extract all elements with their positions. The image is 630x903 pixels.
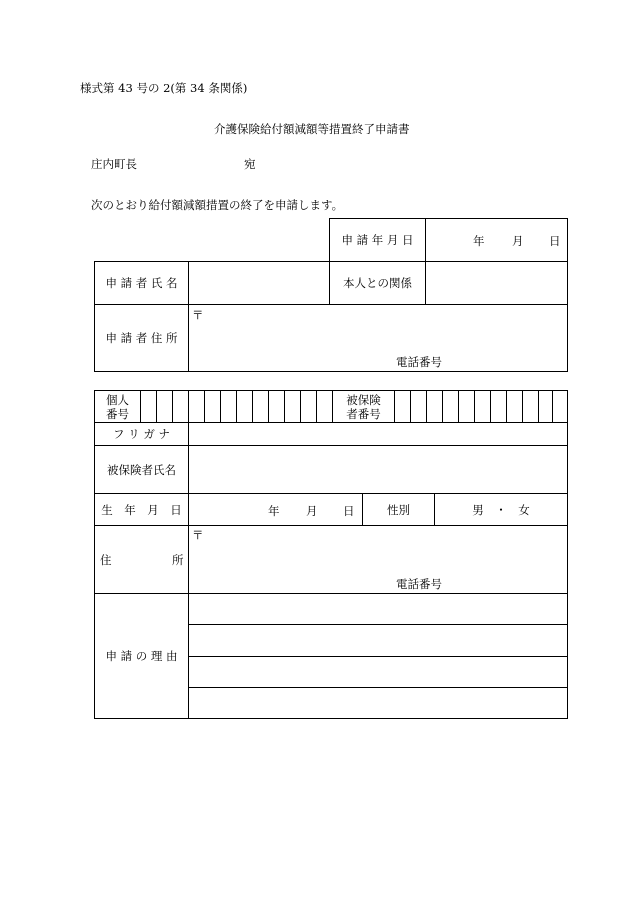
form-title: 介護保険給付額減額等措置終了申請書 — [214, 122, 410, 136]
insured-address-label-2: 所 — [172, 553, 184, 567]
reason-line-3[interactable] — [189, 657, 567, 687]
applicant-phone-label: 電話番号 — [396, 355, 442, 369]
insured-name-field[interactable] — [189, 446, 567, 493]
birth-day: 日 — [343, 504, 355, 518]
insured-number-label — [333, 391, 394, 422]
insured-phone-label: 電話番号 — [396, 577, 442, 591]
form-number-header: 様式第 43 号の 2(第 34 条関係) — [80, 81, 248, 95]
addressee: 庄内町長 — [91, 157, 137, 171]
birth-year: 年 — [268, 504, 280, 518]
insured-postal-mark: 〒 — [192, 528, 204, 542]
applicant-postal-mark: 〒 — [192, 308, 204, 322]
personal-number-label-line1: 個人 — [106, 392, 129, 407]
furigana-field[interactable] — [189, 423, 567, 445]
applicant-address-label: 申 請 者 住 所 — [105, 331, 178, 345]
insured-name-label: 被保険者氏名 — [107, 462, 176, 477]
insured-number-label-line1: 被保険 — [346, 392, 381, 407]
reason-line-4[interactable] — [189, 688, 567, 718]
insured-number-label-line2: 者番号 — [346, 406, 381, 421]
gender-options[interactable]: 男 ・ 女 — [472, 502, 530, 517]
personal-number-label-line2: 番号 — [106, 406, 129, 421]
birth-month: 月 — [306, 504, 318, 518]
application-date-month: 月 — [512, 234, 524, 248]
insured-address-label-1: 住 — [100, 553, 112, 567]
application-date-label: 申 請 年 月 日 — [341, 233, 414, 247]
birth-date-label: 生 年 月 日 — [101, 502, 182, 517]
application-date-day: 日 — [549, 234, 561, 248]
personal-number-boxes[interactable] — [141, 391, 332, 422]
gender-label: 性別 — [387, 502, 410, 517]
applicant-name-label: 申 請 者 氏 名 — [105, 276, 178, 290]
applicant-address-field[interactable] — [189, 305, 567, 371]
personal-number-label — [95, 391, 140, 422]
insured-number-boxes[interactable] — [395, 391, 567, 422]
relation-field[interactable] — [426, 262, 567, 304]
reason-line-1[interactable] — [189, 594, 567, 624]
applicant-name-field[interactable] — [189, 262, 329, 304]
application-date-year: 年 — [473, 234, 485, 248]
intro-sentence: 次のとおり給付額減額措置の終了を申請します。 — [91, 198, 344, 212]
addressee-honorific: 宛 — [244, 157, 256, 171]
reason-label: 申 請 の 理 由 — [105, 649, 178, 663]
insured-address-field[interactable] — [189, 526, 567, 593]
reason-line-2[interactable] — [189, 625, 567, 656]
relation-label: 本人との関係 — [343, 276, 412, 290]
furigana-label: フ リ ガ ナ — [113, 427, 170, 441]
